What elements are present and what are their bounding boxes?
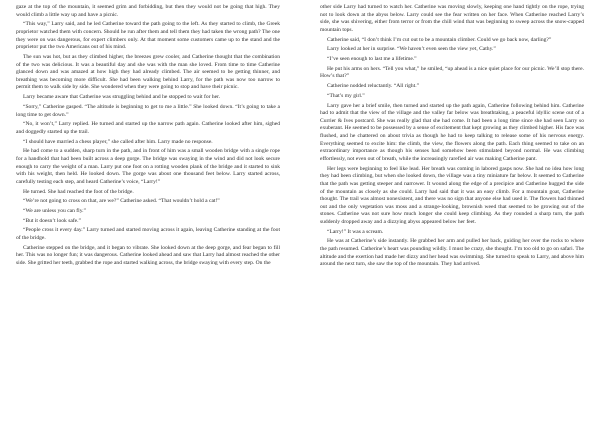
paragraph: Larry gave her a brief smile, then turned and started up the path again, Catherine following behind him. Catherine had to admit that the view of the village and the valley far below was breathtaking, a peaceful idyllic scene out of a Currier & Ives postcard. She was really glad that she had come. It had been a long time since she had seen Larry so exuberant. He seemed to be possessed by a sense of excitement that kept growing as they climbed higher. His face was flushed, and he chattered on about trivia as though he had to keep talking to release some of his nervous energy. Everything seemed to excite him: the climb, the view, the flowers along the path. Each thing seemed to take on an extraordinary importance as though his senses had somehow been stimulated beyond normal. He was climbing effortlessly, not even out of breath, while the increasingly rarefied air was making Catherine pant. — [320, 102, 584, 162]
paragraph: “We’re not going to cross on that, are we?” Catherine asked. “That wouldn’t hold a cat!” — [23, 198, 220, 205]
paragraph: gaze at the top of the mountain, it seemed grim and forbidding, but then they would not be going that high. They would climb a little way up and have a picnic. — [16, 4, 280, 18]
paragraph: He had come to a sudden, sharp turn in the path, and in front of him was a small wooden bridge with a single rope for a handhold that had been built across a deep gorge. The bridge was swaying in the wind and did not look secure enough to carry the weight of a man. Larry put one foot on a rotting wooden plank of the bridge and it started to sink with his weight, then held. He looked down. The gorge was about one thousand feet below. Larry started across, carefully testing each step, and heard Catherine’s voice, “Larry!” — [16, 148, 280, 185]
paragraph: “No, it won’t,” Larry replied. He turned and started up the narrow path again. Catherine looked after him, sighed and doggedly started up the trail. — [16, 121, 280, 135]
paragraph: Catherine stepped on the bridge, and it began to vibrate. She looked down at the deep gorge, and fear began to fill her. This was no longer fun; it was dangerous. Catherine looked ahead and saw that Larry had almost reached the other side. She gritted her teeth, grabbed the rope and started walking across, the bridge swaying with every step. On the — [16, 244, 280, 266]
paragraph: “Sorry,” Catherine gasped. “The altitude is beginning to get to me a little.” She looked down. “It’s going to take a long time to get down.” — [16, 103, 280, 118]
paragraph: other side Larry had turned to watch her. Catherine was moving slowly, keeping one hand tightly on the rope, trying not to look down at the abyss below. Larry could see the fear written on her face. When Catherine reached Larry’s side, she was shivering, either from terror or from the chill wind that was beginning to sweep across the snow-capped mountain tops. — [320, 4, 584, 33]
paragraph: Catherine nodded reluctantly. “All right.” — [327, 83, 420, 90]
paragraph: “This way,” Larry said, and he led Catherine toward the path going to the left. As they started to climb, the Greek proprietor watched them with concern. Should he run after them and tell them they had taken the wrong path? The one they were on was dangerous, for expert climbers only. At that moment some customers came up to the stand and the proprietor put the two Americans out of his mind. — [16, 21, 280, 51]
left-page — [16, 4, 280, 420]
paragraph: He was at Catherine’s side instantly. He grabbed her arm and pulled her back, guiding her over the rocks to where the path resumed. Catherine’s heart was pounding wildly. I must be crazy, she thought. I’m too old to go on safari. The altitude and the exertion had made her dizzy and her head was swimming. She turned to speak to Larry, and above him around the next turn, she saw the top of the mountain. They had arrived. — [320, 238, 584, 268]
paragraph: He turned. She had reached the foot of the bridge. — [23, 188, 134, 195]
paragraph: “That’s my girl.” — [327, 92, 365, 99]
paragraph: Her legs were beginning to feel like lead. Her breath was coming in labored gasps now. She had no idea how long they had been climbing, but when she looked down, the village was a tiny miniature far below. It seemed to Catherine that the path was getting steeper and narrower. It wound along the edge of a precipice and Catherine hugged the side of the mountain as closely as she could. Larry had said that it was an easy climb. For a mountain goat, Catherine thought. The trail was almost nonexistent, and there was no sign that anyone else had used it. The flowers had thinned out and the only vegetation was moss and a strange-looking, brownish weed that seemed to be growing out of the stones. Catherine was not sure how much longer she could keep climbing. As they rounded a sharp turn, the path suddenly dropped away and a dizzying abyss appeared below her feet. — [320, 165, 584, 225]
right-page — [320, 4, 584, 420]
paragraph: “I should have married a chess player,” she called after him. Larry made no response. — [23, 138, 213, 145]
paragraph: Catherine said, “I don’t think I’m cut out to be a mountain climber. Could we go back now, darling?” — [327, 36, 552, 43]
paragraph: “I’ve seen enough to last me a lifetime.” — [327, 56, 417, 63]
paragraph: “People cross it every day.” Larry turned and started moving across it again, leaving Catherine standing at the foot of the bridge. — [16, 227, 280, 241]
paragraph: “We are unless you can fly.” — [23, 207, 86, 214]
paragraph: Larry looked at her in surprise. “We haven’t even seen the view yet, Cathy.” — [327, 46, 496, 53]
paragraph: The sun was hot, but as they climbed higher, the breezes grew cooler, and Catherine thought that the combination of the two was delicious. It was a beautiful day and she was with the man she loved. From time to time Catherine glanced down and was amazed at how high they had already climbed. The air seemed to be getting thinner, and breathing was becoming more difficult. She had been walking behind Larry, for the path was now too narrow to permit them to walk side by side. She wondered when they were going to stop and have their picnic. — [16, 53, 280, 91]
paragraph: Larry became aware that Catherine was struggling behind and he stopped to wait for her. — [23, 94, 221, 101]
paragraph: “Larry!” It was a scream. — [327, 228, 384, 235]
paragraph: “But it doesn’t look safe.” — [23, 217, 81, 224]
paragraph: He put his arms on hers. “Tell you what,” he smiled, “up ahead is a nice quiet place for our picnic. We’ll stop there. How’s that?” — [320, 65, 584, 80]
